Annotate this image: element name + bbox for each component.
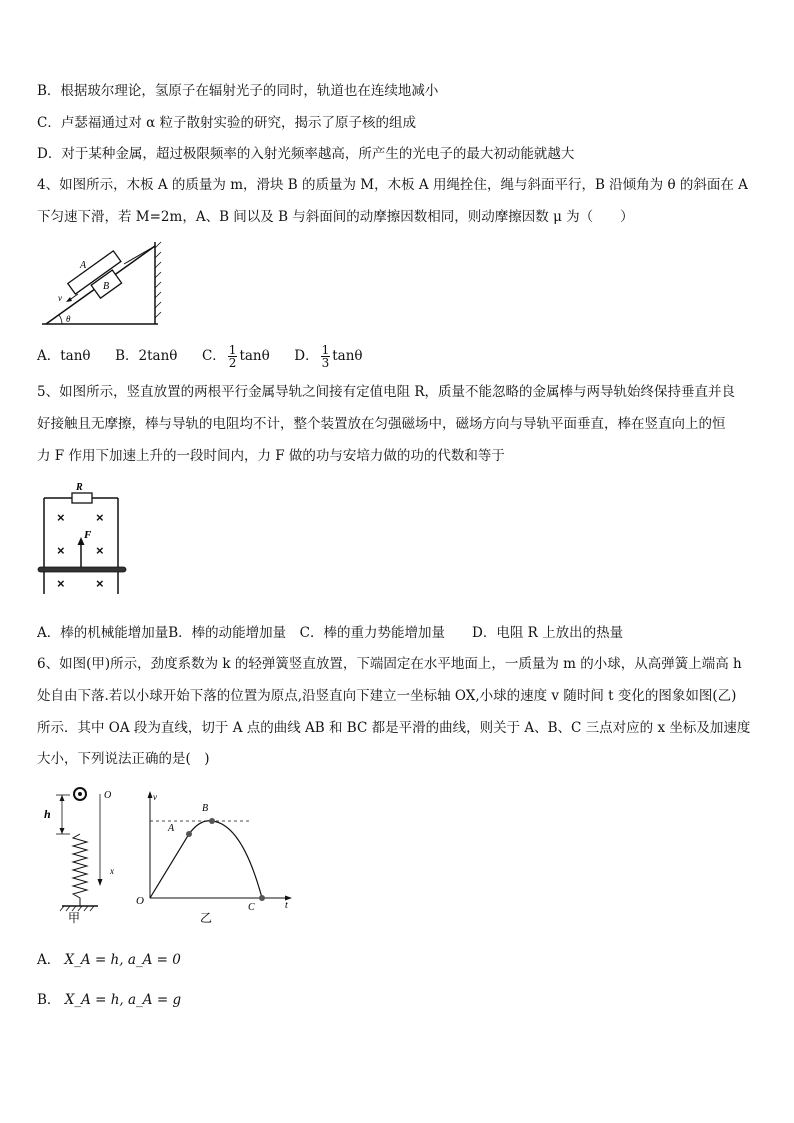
q5-label-r: R [76,482,83,493]
q6-stem-line2: 处自由下落.若以小球开始下落的位置为原点,沿竖直向下建立一坐标轴 OX,小球的速度 v 随时间 t 变化的图象如图(乙) [37,688,737,704]
q4-option-d-denominator: 3 [321,356,330,370]
q6-option-b-math: X_A = h, a_A = g [64,992,182,1008]
q6-stem-line1: 6、如图(甲)所示，劲度系数为 k 的轻弹簧竖直放置，下端固定在水平地面上，一质量为 m 的小球，从高弹簧上端高 h [37,656,742,672]
q6-label-o2: O [136,895,144,907]
q6-label-v: v [153,792,157,802]
q6-label-c: C [248,902,255,913]
svg-text:×: × [96,576,104,591]
q6-label-jia: 甲 [68,911,81,924]
q4-option-b: B．2tanθ [115,348,178,364]
q4-option-d-prefix: D． [294,348,319,364]
q4-option-d-numerator: 1 [321,343,330,357]
q4-options [37,344,363,369]
q4-incline-figure [40,240,165,328]
q5-stem-line2: 好接触且无摩擦，棒与导轨的电阻均不计，整个装置放在匀强磁场中，磁场方向与导轨平面垂直，棒在竖直向上的恒 [37,416,726,432]
q6-spring-figure [40,782,130,924]
svg-text:×: × [57,543,65,558]
q4-option-c-prefix: C． [201,348,226,364]
svg-text:×: × [57,510,65,525]
q4-stem-line2: 下匀速下滑，若 M=2m，A、B 间以及 B 与斜面间的动摩擦因数相同，则动摩擦因数 μ 为（ ） [37,209,634,225]
q4-option-c-fraction [228,344,238,369]
q4-option-a: A．tanθ [37,348,91,364]
q6-label-t: t [285,900,288,911]
q4-option-d-suffix: tanθ [332,348,363,364]
q3-option-b: B．根据玻尔理论，氢原子在辐射光子的同时，轨道也在连续地减小 [37,83,439,99]
q4-stem-line1: 4、如图所示，木板 A 的质量为 m，滑块 B 的质量为 M，木板 A 用绳拴住，绳与斜面平行，B 沿倾角为 θ 的斜面在 A [37,177,748,193]
q4-option-c-denominator: 2 [228,356,237,370]
q6-stem-line4: 大小，下列说法正确的是( ) [37,751,210,767]
q6-label-h: h [44,807,51,821]
q6-label-yi: 乙 [200,911,213,925]
q6-option-a-math: X_A = h, a_A = 0 [64,952,181,968]
q3-option-d: D．对于某种金属，超过极限频率的入射光频率越高，所产生的光电子的最大初动能就越大 [37,146,575,162]
q6-option-b [37,991,181,1009]
svg-text:×: × [96,543,104,558]
q6-label-b: B [202,803,209,814]
q4-option-c-suffix: tanθ [239,348,270,364]
q5-label-f: F [84,529,92,541]
svg-text:×: × [96,510,104,525]
q4-option-d-fraction [321,344,331,369]
q6-option-a [37,951,181,969]
q5-stem-line1: 5、如图所示，竖直放置的两根平行金属导轨之间接有定值电阻 R，质量不能忽略的金属棒与两导轨始终保持垂直并良 [37,384,736,400]
q4-label-b: B [103,281,110,292]
q3-option-c: C．卢瑟福通过对 α 粒子散射实验的研究，揭示了原子核的组成 [37,115,417,131]
q4-label-v: v [58,293,62,303]
q6-label-o1: O [104,790,112,801]
q6-vt-graph [122,786,300,928]
q5-rail-figure [36,480,128,598]
q4-label-a: A [80,260,87,271]
q6-stem-line3: 所示．其中 OA 段为直线，切于 A 点的曲线 AB 和 BC 都是平滑的曲线，则关于 A、B、C 三点对应的 x 坐标及加速度 [37,720,751,736]
svg-text:×: × [57,576,65,591]
q4-option-c-numerator: 1 [228,343,237,357]
q5-stem-line3: 力 F 作用下加速上升的一段时间内，力 F 做的功与安培力做的功的代数和等于 [37,448,505,464]
q6-label-a: A [168,823,175,834]
q5-options: A．棒的机械能增加量B．棒的动能增加量 C．棒的重力势能增加量 D．电阻 R 上放出的热量 [37,625,624,641]
q6-option-a-prefix: A． [37,952,61,968]
q4-label-theta: θ [66,314,71,324]
q6-label-x: x [110,866,114,876]
q6-option-b-prefix: B． [37,992,61,1008]
